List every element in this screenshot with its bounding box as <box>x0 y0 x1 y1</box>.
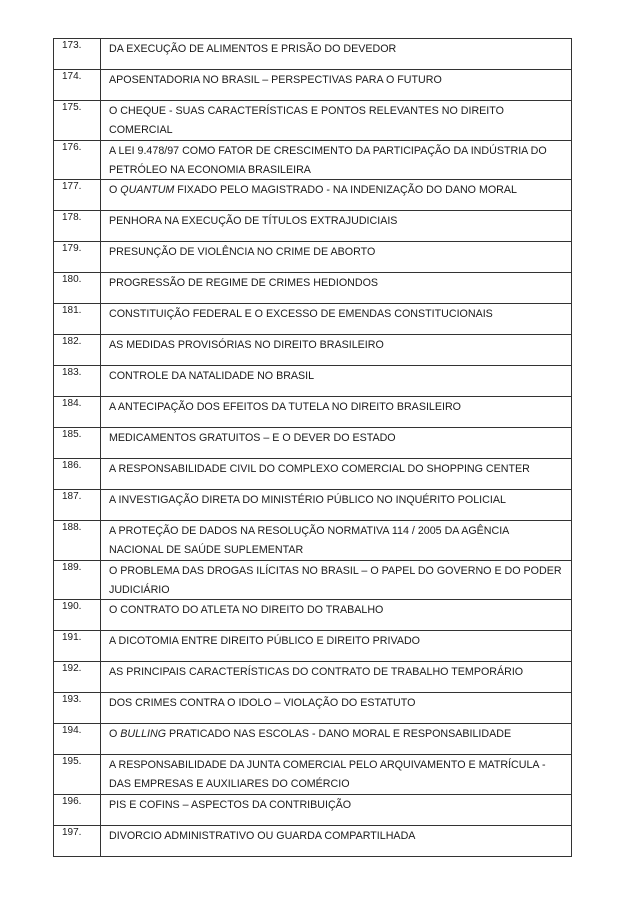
title-line: O CONTRATO DO ATLETA NO DIREITO DO TRABALHO <box>109 604 384 616</box>
row-number: 193. <box>54 693 101 723</box>
title-line: A RESPONSABILIDADE CIVIL DO COMPLEXO COMERCIAL DO SHOPPING CENTER <box>109 463 530 475</box>
row-title <box>101 141 571 180</box>
table-row <box>54 101 572 141</box>
row-title <box>101 428 571 458</box>
row-number: 179. <box>54 242 101 272</box>
title-line: DIVORCIO ADMINISTRATIVO OU GUARDA COMPARTILHADA <box>109 829 416 842</box>
table-row <box>54 795 572 826</box>
table-row <box>54 304 572 335</box>
title-line <box>109 725 571 744</box>
row-title <box>101 600 571 630</box>
row-title <box>101 101 571 140</box>
row-title <box>101 826 571 856</box>
row-number: 192. <box>54 662 101 692</box>
table-row <box>54 70 572 101</box>
title-line: A LEI 9.478/97 COMO FATOR DE CRESCIMENTO DA PARTICIPAÇÃO DA INDÚSTRIA DO <box>109 144 547 157</box>
row-title <box>101 693 571 723</box>
table-row <box>54 561 572 601</box>
title-line: A RESPONSABILIDADE DA JUNTA COMERCIAL PELO ARQUIVAMENTO E MATRÍCULA - <box>109 759 546 771</box>
row-number: 187. <box>54 490 101 520</box>
row-number: 183. <box>54 366 101 396</box>
row-title <box>101 631 571 661</box>
title-line: PIS E COFINS – ASPECTOS DA CONTRIBUIÇÃO <box>109 798 352 811</box>
row-number: 177. <box>54 180 101 210</box>
title-line: PENHORA NA EXECUÇÃO DE TÍTULOS EXTRAJUDICIAIS <box>109 215 398 227</box>
title-line: NACIONAL DE SAÚDE SUPLEMENTAR <box>109 544 304 556</box>
title-line: AS PRINCIPAIS CARACTERÍSTICAS DO CONTRATO DE TRABALHO TEMPORÁRIO <box>109 666 524 678</box>
row-title <box>101 335 571 365</box>
table-row <box>54 366 572 397</box>
title-italic-segment: BULLING <box>120 728 167 740</box>
title-line: A PROTEÇÃO DE DADOS NA RESOLUÇÃO NORMATIVA 114 / 2005 DA AGÊNCIA <box>109 525 510 537</box>
title-line: CONTROLE DA NATALIDADE NO BRASIL <box>109 370 315 382</box>
row-title <box>101 490 571 520</box>
title-line: APOSENTADORIA NO BRASIL – PERSPECTIVAS PARA O FUTURO <box>109 74 442 86</box>
row-number: 197. <box>54 826 101 856</box>
row-title <box>101 304 571 334</box>
row-number: 178. <box>54 211 101 241</box>
title-italic-segment: QUANTUM <box>120 184 175 196</box>
row-number: 184. <box>54 397 101 427</box>
row-title <box>101 724 571 754</box>
title-segment: PRATICADO NAS ESCOLAS - DANO MORAL E RESPONSABILIDADE <box>166 728 512 740</box>
title-line: DAS EMPRESAS E AUXILIARES DO COMÉRCIO <box>109 778 350 790</box>
title-line: AS MEDIDAS PROVISÓRIAS NO DIREITO BRASILEIRO <box>109 339 384 351</box>
table-row <box>54 631 572 662</box>
topics-table <box>53 38 572 857</box>
row-number: 186. <box>54 459 101 489</box>
row-number: 180. <box>54 273 101 303</box>
table-row <box>54 459 572 490</box>
table-row <box>54 335 572 366</box>
row-title <box>101 755 571 794</box>
title-line: PRESUNÇÃO DE VIOLÊNCIA NO CRIME DE ABORTO <box>109 246 376 258</box>
row-number: 191. <box>54 631 101 661</box>
table-row <box>54 693 572 724</box>
title-line: CONSTITUIÇÃO FEDERAL E O EXCESSO DE EMENDAS CONSTITUCIONAIS <box>109 308 493 320</box>
row-title <box>101 662 571 692</box>
title-line: A INVESTIGAÇÃO DIRETA DO MINISTÉRIO PÚBLICO NO INQUÉRITO POLICIAL <box>109 494 506 506</box>
table-row <box>54 273 572 304</box>
row-title <box>101 795 571 825</box>
row-title <box>101 366 571 396</box>
table-row <box>54 397 572 428</box>
row-number: 189. <box>54 561 101 600</box>
row-number: 196. <box>54 795 101 825</box>
row-number: 190. <box>54 600 101 630</box>
row-number: 174. <box>54 70 101 100</box>
title-segment: O <box>109 184 121 196</box>
row-number: 195. <box>54 755 101 794</box>
row-number: 176. <box>54 141 101 180</box>
table-row <box>54 141 572 181</box>
row-title <box>101 39 571 69</box>
row-title <box>101 521 571 560</box>
row-number: 175. <box>54 101 101 140</box>
row-title <box>101 397 571 427</box>
row-title <box>101 459 571 489</box>
row-number: 173. <box>54 39 101 69</box>
title-line <box>109 181 571 200</box>
table-row <box>54 39 572 70</box>
title-line: O CHEQUE - SUAS CARACTERÍSTICAS E PONTOS RELEVANTES NO DIREITO <box>109 105 504 117</box>
title-line: MEDICAMENTOS GRATUITOS – E O DEVER DO ESTADO <box>109 432 396 444</box>
table-row <box>54 521 572 561</box>
row-title <box>101 180 571 210</box>
row-title <box>101 70 571 100</box>
row-title <box>101 242 571 272</box>
row-number: 194. <box>54 724 101 754</box>
table-row <box>54 662 572 693</box>
table-row <box>54 180 572 211</box>
title-line: DA EXECUÇÃO DE ALIMENTOS E PRISÃO DO DEVEDOR <box>109 43 397 55</box>
row-number: 185. <box>54 428 101 458</box>
table-row <box>54 428 572 459</box>
title-segment: FIXADO PELO MAGISTRADO - NA INDENIZAÇÃO DO DANO MORAL <box>174 184 517 196</box>
table-row <box>54 490 572 521</box>
table-row <box>54 755 572 795</box>
row-title <box>101 211 571 241</box>
title-line: A DICOTOMIA ENTRE DIREITO PÚBLICO E DIREITO PRIVADO <box>109 635 420 647</box>
table-row <box>54 600 572 631</box>
table-row <box>54 211 572 242</box>
row-number: 188. <box>54 521 101 560</box>
table-row <box>54 724 572 755</box>
title-line: O PROBLEMA DAS DROGAS ILÍCITAS NO BRASIL – O PAPEL DO GOVERNO E DO PODER <box>109 564 562 577</box>
title-line: JUDICIÁRIO <box>109 583 170 596</box>
row-title <box>101 561 571 600</box>
title-line: A ANTECIPAÇÃO DOS EFEITOS DA TUTELA NO DIREITO BRASILEIRO <box>109 401 461 413</box>
title-segment: O <box>109 728 121 740</box>
table-row <box>54 826 572 857</box>
title-line: COMERCIAL <box>109 124 173 136</box>
title-line: DOS CRIMES CONTRA O IDOLO – VIOLAÇÃO DO ESTATUTO <box>109 697 416 709</box>
title-line: PROGRESSÃO DE REGIME DE CRIMES HEDIONDOS <box>109 277 379 289</box>
row-title <box>101 273 571 303</box>
table-row <box>54 242 572 273</box>
row-number: 182. <box>54 335 101 365</box>
title-line: PETRÓLEO NA ECONOMIA BRASILEIRA <box>109 163 311 176</box>
row-number: 181. <box>54 304 101 334</box>
